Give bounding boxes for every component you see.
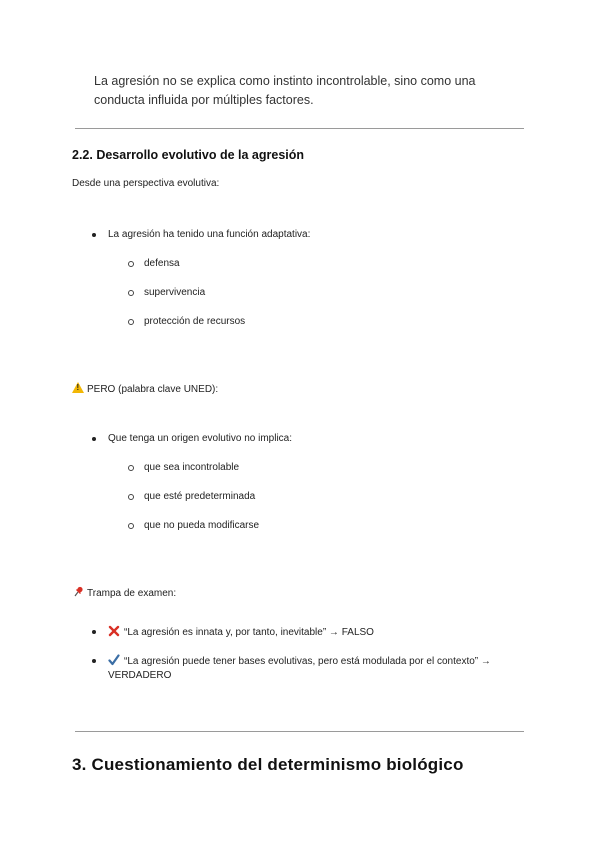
intro-quote: La agresión no se explica como instinto incontrolable, sino como una conducta influida por múltiples factores. [94, 74, 476, 107]
pero-label: PERO (palabra clave UNED): [87, 384, 219, 395]
sub-item-modificarse: que no pueda modificarse [144, 520, 260, 531]
sub-bullet-circle [128, 319, 134, 325]
sub-bullet-circle [128, 261, 134, 267]
warning-icon [72, 382, 84, 393]
bullet-dot [92, 233, 96, 237]
cross-mark-icon [108, 625, 120, 637]
trampa-item-true [108, 654, 528, 683]
divider-bottom [75, 731, 524, 732]
sub-item-incontrolable: que sea incontrolable [144, 462, 240, 473]
sub-item-supervivencia: supervivencia [144, 287, 206, 298]
bullet-evolutionary-origin: Que tenga un origen evolutivo no implica: [108, 433, 293, 444]
pero-label-row [72, 382, 218, 395]
bullet-dot [92, 630, 96, 634]
sub-bullet-circle [128, 523, 134, 529]
sub-bullet-circle [128, 465, 134, 471]
divider-top [75, 128, 524, 129]
bullet-adaptive-function: La agresión ha tenido una función adaptativa: [108, 229, 311, 240]
bullet-dot [92, 437, 96, 441]
section-lead: Desde una perspectiva evolutiva: [72, 178, 220, 189]
section-heading-2-2: 2.2. Desarrollo evolutivo de la agresión [72, 148, 305, 162]
sub-item-defensa: defensa [144, 258, 180, 269]
sub-bullet-circle [128, 494, 134, 500]
trampa-label: Trampa de examen: [87, 588, 177, 599]
trampa-item-false [108, 625, 374, 638]
check-mark-icon [108, 654, 120, 666]
trampa-label-row [72, 586, 176, 599]
section-heading-3: 3. Cuestionamiento del determinismo biológico [72, 755, 464, 774]
sub-item-proteccion: protección de recursos [144, 316, 246, 327]
sub-item-predeterminada: que esté predeterminada [144, 491, 256, 502]
trampa-item-true-text: “La agresión puede tener bases evolutivas, pero está modulada por el contexto” → VERDADERO [108, 656, 491, 681]
sub-bullet-circle [128, 290, 134, 296]
trampa-item-false-text: “La agresión es innata y, por tanto, inevitable” → FALSO [124, 627, 374, 638]
pushpin-icon [72, 586, 84, 598]
bullet-dot [92, 659, 96, 663]
